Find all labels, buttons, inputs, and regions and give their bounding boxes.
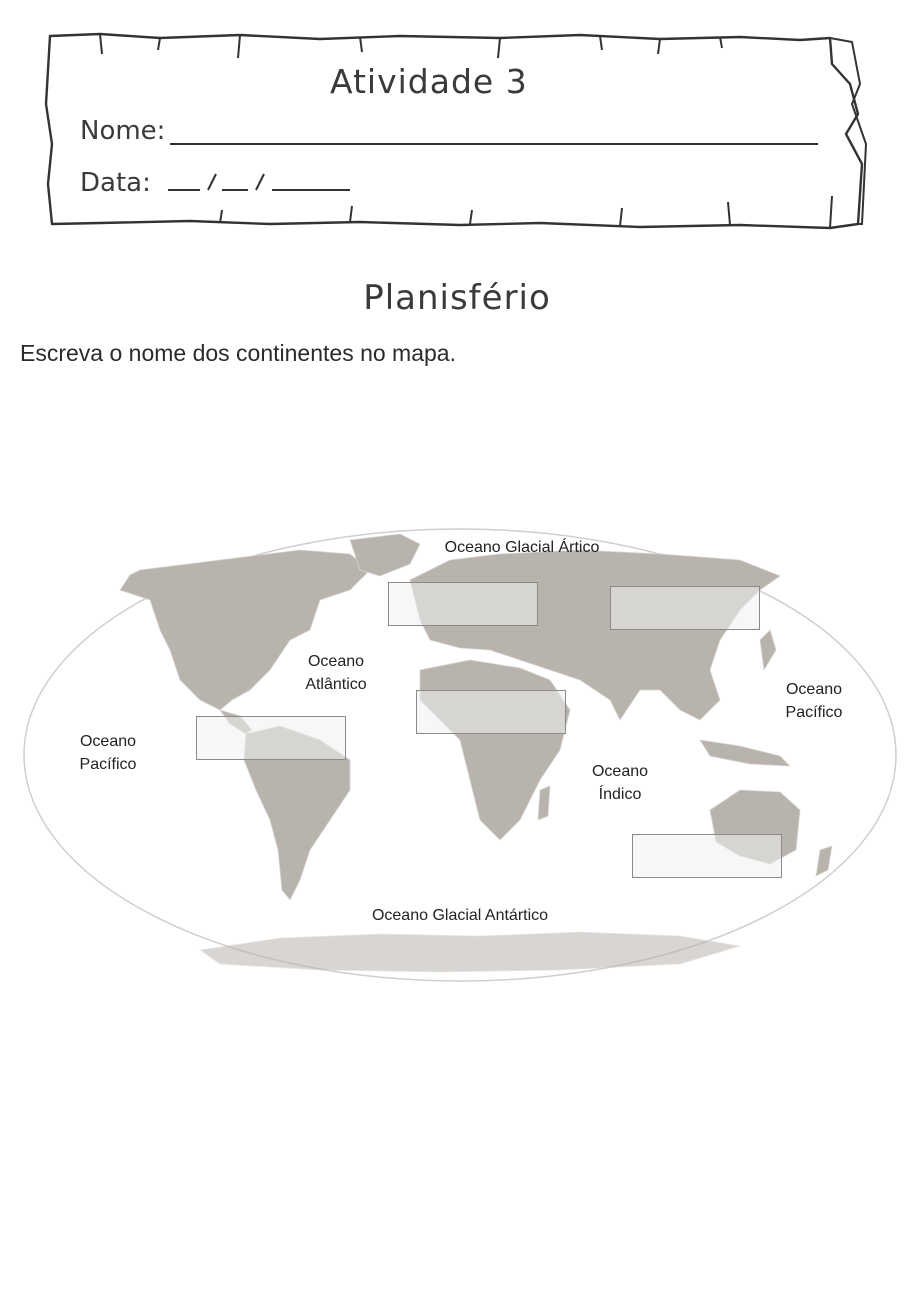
answer-box-oceania[interactable] <box>632 834 782 878</box>
ocean-label-pacific-west: Oceano Pacífico <box>79 733 137 773</box>
ocean-label-atlantic: Oceano Atlântico <box>305 653 367 693</box>
answer-box-asia[interactable] <box>610 586 760 630</box>
answer-box-america[interactable] <box>196 716 346 760</box>
name-label: Nome: <box>80 116 166 146</box>
ocean-label-arctic: Oceano Glacial Ártico <box>444 539 600 556</box>
answer-box-europe[interactable] <box>388 582 538 626</box>
indonesia-shape <box>700 740 790 766</box>
answer-box-africa[interactable] <box>416 690 566 734</box>
japan-shape <box>760 630 776 670</box>
ocean-label-indian: Oceano Índico <box>591 763 649 803</box>
instruction-text: Escreva o nome dos continentes no mapa. <box>20 340 456 366</box>
activity-title: Atividade 3 <box>330 62 528 101</box>
section-title: Planisfério <box>363 278 551 318</box>
ocean-label-antarctic: Oceano Glacial Antártico <box>371 907 549 924</box>
date-label: Data: <box>80 168 151 198</box>
ocean-label-pacific-east: Oceano Pacífico <box>785 681 843 721</box>
new-zealand-shape <box>816 846 832 876</box>
world-map <box>20 520 900 990</box>
madagascar-shape <box>538 786 550 820</box>
antarctica-shape <box>200 932 740 972</box>
